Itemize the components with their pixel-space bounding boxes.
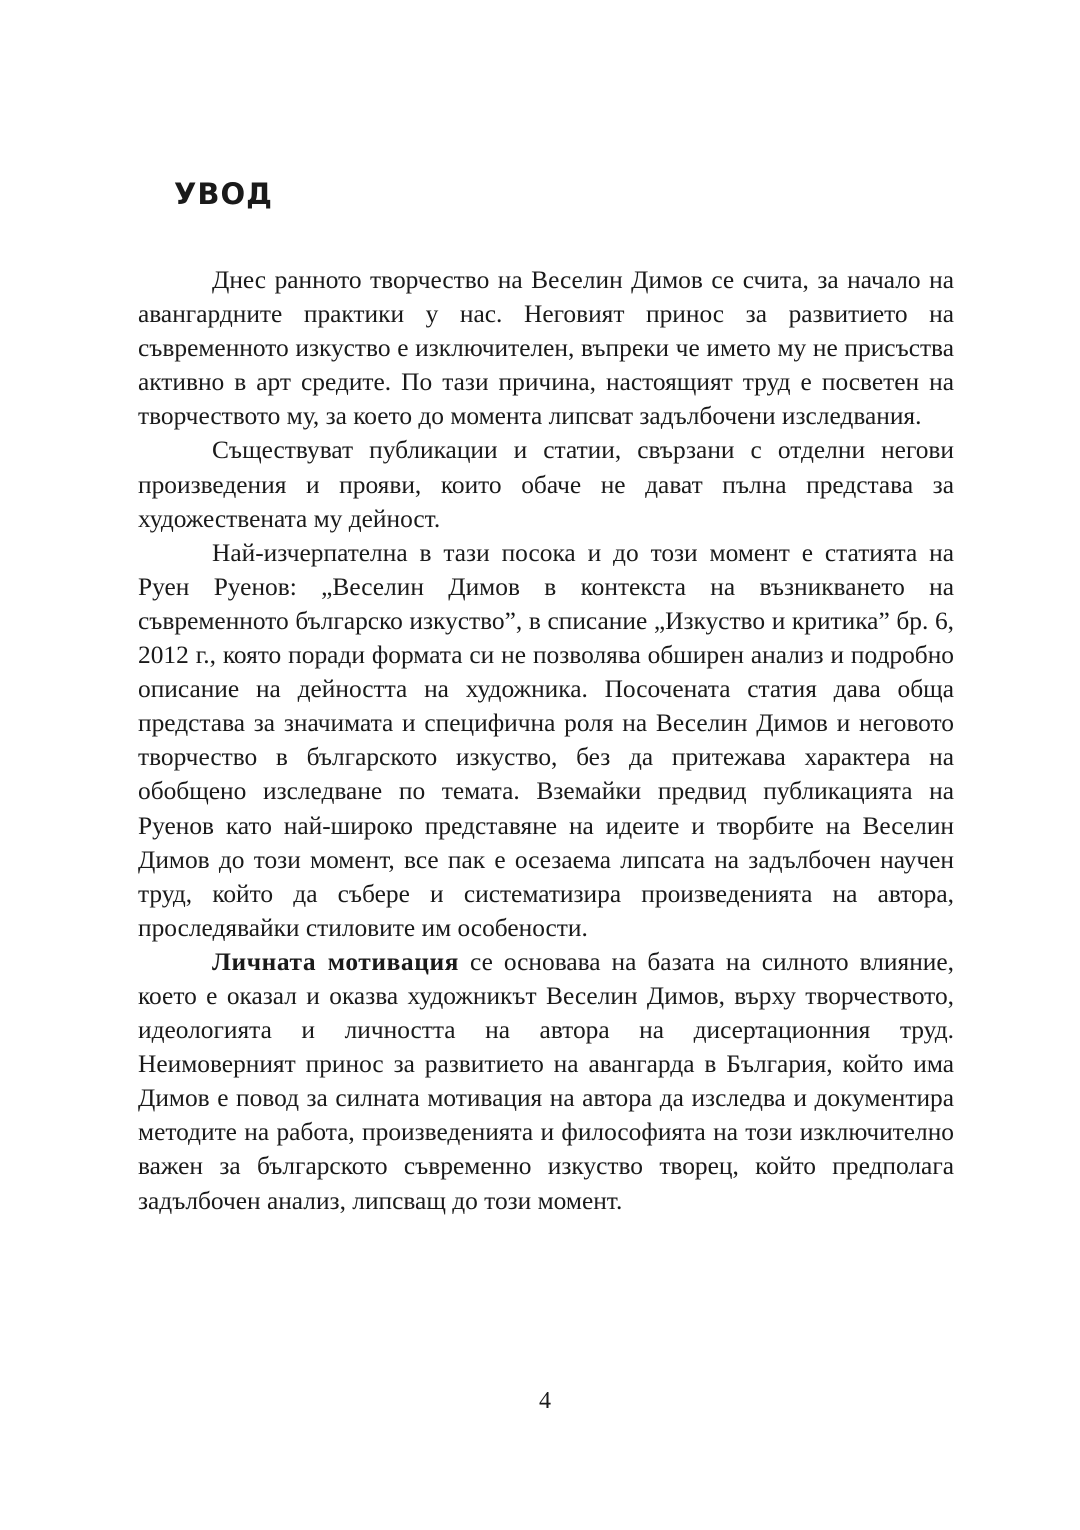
page-number: 4 (539, 1388, 551, 1414)
paragraph-text: Най-изчерпателна в тази посока и до този момент е статията на Руен Руенов: „Веселин Димов в контекста на възникването на съвременното българско изкуство”, в списание „Изкуство и критика” бр. 6, 2012 г., която поради формата си не позволява обширен анализ и подробно описание на дейността на художника. Посочената статия дава обща представа за значимата и специфична роля на Веселин Димов и неговото творчество в българското изкуство, без да притежава характера на обобщено изследване по темата. Вземайки предвид публикацията на Руенов като най-широко представяне на идеите и творбите на Веселин Димов до този момент, все пак е осезаема липсата на задълбочен научен труд, който да събере и систематизира произведенията на автора, проследявайки стиловите им особености. (138, 538, 954, 942)
paragraph-motivation (138, 945, 954, 1218)
paragraph-publications (138, 433, 954, 535)
paragraph-lead-bold: Личната мотивация (212, 947, 460, 976)
section-heading: УВОД (174, 177, 273, 211)
body-text (138, 263, 954, 1218)
paragraph-text: Съществуват публикации и статии, свързани с отделни негови произведения и прояви, които обаче не дават пълна представа за художествената му дейност. (138, 436, 954, 533)
paragraph-ruenov-article (138, 536, 954, 945)
paragraph-text: се основава на базата на силното влияние, което е оказал и оказва художникът Веселин Димов, върху творчеството, идеологията и личността на автора на дисертационния труд. Неимоверният принос за развитието на авангарда в България, който има Димов е повод за силната мотивация на автора да изследва и документира методите на работа, произведенията и философията на този изключително важен за българското съвременно изкуство творец, който предполага задълбочен анализ, липсващ до този момент. (138, 947, 954, 1215)
paragraph-intro (138, 263, 954, 433)
paragraph-text: Днес ранното творчество на Веселин Димов се счита, за начало на авангардните практики у нас. Неговият принос за развитието на съвременното изкуство е изключителен, въпреки че името му не присъства активно в арт средите. По тази причина, настоящият труд е посветен на творчеството му, за което до момента липсват задълбочени изследвания. (138, 266, 954, 431)
